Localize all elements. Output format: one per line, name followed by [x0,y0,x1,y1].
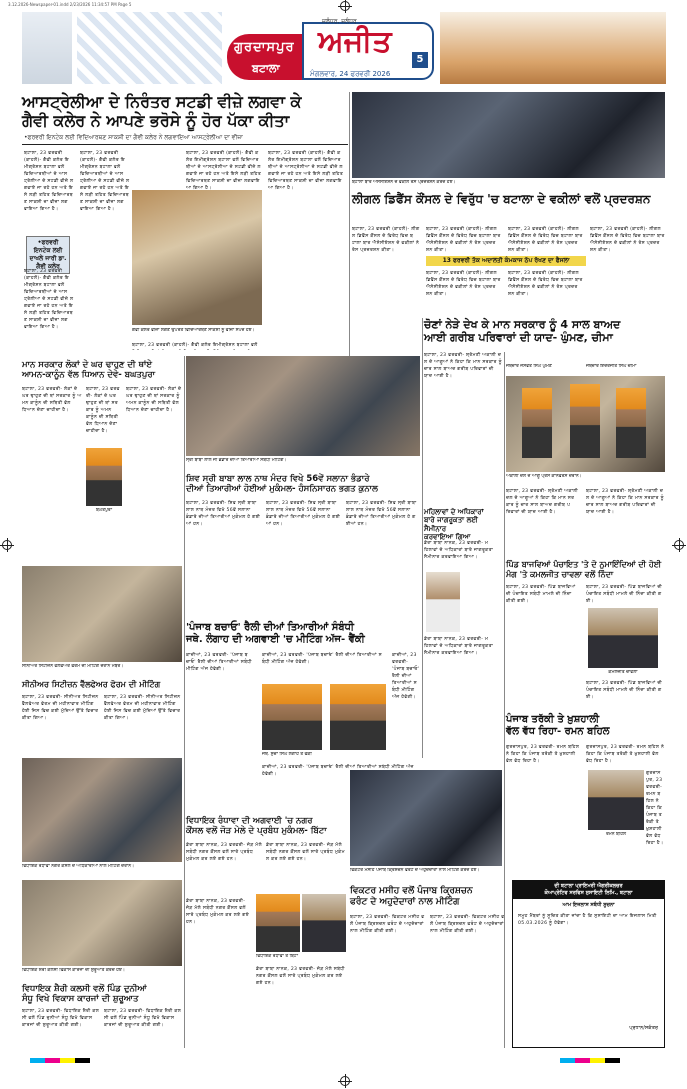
welfare-body-col-1: ਬਟਾਲਾ, 23 ਫਰਵਰੀ- ਸੀਨੀਅਰ ਸਿਟੀਜ਼ਨ ਵੈੱਲਫੇਅਰ ਫੋਰਮ ਦੀ ਮਹੀਨਾਵਾਰ ਮੀਟਿੰਗ ਹੋਈ ਜਿਸ ਵਿਚ ਕਈ ਮੁੱਦਿਆਂ ਉੱਤੇ ਵਿਚਾਰ ਕੀਤਾ ਗਿਆ। [22,695,99,721]
temple-photo [186,356,420,456]
lead-body-col-1b: ਬਟਾਲਾ, 23 ਫਰਵਰੀ (ਕਾਹਲੋਂ)- ਗੈਵੀ ਕਲੇਰ ਇਮੀਗ੍ਰੇਸ਼ਨ ਬਟਾਲਾ ਵਲੋਂ ਵਿਦਿਆਰਥੀਆਂ ਦੇ ਆਸਟ੍ਰੇਲੀਆ ਦੇ ਸਟਡੀ ਵੀਜ਼ੇ ਲਗਵਾਏ ਜਾ ਰਹੇ ਹਨ ਅਤੇ ਇਸੇ ਲੜੀ ਤਹਿਤ ਵਿਦਿਆਰਥਣ ਸਾਕਸ਼ੀ ਦਾ ਵੀਜ਼ਾ ਲਗਵਾਇਆ ਗਿਆ ਹੈ। [24,269,74,330]
pind-headline-line-2: ਮੰਗ 'ਤੇ ਕਮਲਜੀਤ ਚਾਵਲਾ ਵਲੋਂ ਨਿੰਦਾ [506,569,614,579]
progress-headline-line-1: ਪੰਜਾਬ ਤਰੱਕੀ ਤੇ ਖ਼ੁਸ਼ਹਾਲੀ [506,714,600,725]
registration-mark-bottom [340,1076,350,1086]
divider [22,144,348,145]
mann-headline-line-1: ਮਾਨ ਸਰਕਾਰ ਲੋਕਾਂ ਦੇ ਘਰ ਢਾਹੁਣ ਦੀ ਥਾਂਏ [22,360,153,370]
masthead [22,12,666,84]
elections-body-col-1: ਬਟਾਲਾ, 23 ਫਰਵਰੀ- ਸ਼੍ਰੋਮਣੀ ਅਕਾਲੀ ਦਲ ਦੇ ਆਗੂਆਂ ਨੇ ਕਿਹਾ ਕਿ ਮਾਨ ਸਰਕਾਰ ਨੂੰ ਚਾਰ ਸਾਲ ਬਾਅਦ ਗਰੀਬ ਪਰਿਵਾਰਾਂ ਦੀ ਯਾਦ ਆਈ ਹੈ। [424,353,502,379]
welfare-headline: ਸੀਨੀਅਰ ਸਿਟੀਜ਼ਨ ਵੈੱਲਫੇਅਰ ਫੋਰਮ ਦੀ ਮੀਟਿੰਗ [22,680,161,689]
council-portrait-caption: ਵਿਧਾਇਕ ਰੰਧਾਵਾ ਤੇ ਬਿੱਟਾ [256,954,298,959]
progress-portrait-caption: ਰਮਨ ਬਹਿਲ [605,832,627,837]
column-rule [504,352,505,1048]
women-body-col-1: ਡੇਰਾ ਬਾਬਾ ਨਾਨਕ, 23 ਫਰਵਰੀ- ਮਹਿਲਾਵਾਂ ਦੇ ਅਧਿਕਾਰਾਂ ਬਾਰੇ ਜਾਗਰੂਕਤਾ ਸੈਮੀਨਾਰ ਕਰਵਾਇਆ ਗਿਆ। [424,541,494,560]
progress-headline-line-2: ਵੱਲ ਵੱਧ ਰਿਹਾ- ਰਮਨ ਬਹਿਲ [506,726,610,737]
pind-portrait-caption: ਕਮਲਜੀਤ ਚਾਵਲਾ [608,670,638,675]
pind-body-col-2: ਬਟਾਲਾ, 23 ਫਰਵਰੀ- ਪਿੰਡ ਬਾਜਵਿਆਂ ਦੀ ਪੰਚਾਇਤ ਸਬੰਧੀ ਮਾਮਲੇ ਦੀ ਨਿੰਦਾ ਕੀਤੀ ਗਈ। [586,585,663,604]
council-photo [22,758,182,862]
lead-body-col-1: ਬਟਾਲਾ, 23 ਫਰਵਰੀ (ਕਾਹਲੋਂ)- ਗੈਵੀ ਕਲੇਰ ਇਮੀਗ੍ਰੇਸ਼ਨ ਬਟਾਲਾ ਵਲੋਂ ਵਿਦਿਆਰਥੀਆਂ ਦੇ ਆਸਟ੍ਰੇਲੀਆ ਦੇ ਸਟਡੀ ਵੀਜ਼ੇ ਲਗਵਾਏ ਜਾ ਰਹੇ ਹਨ ਅਤੇ ਇਸੇ ਲੜੀ ਤਹਿਤ ਵਿਦਿਆਰਥਣ ਸਾਕਸ਼ੀ ਦਾ ਵੀਜ਼ਾ ਲਗਵਾਇਆ ਗਿਆ ਹੈ। [24,151,74,212]
color-bar-left [30,1058,90,1063]
temple-photo-caption: ਸ੍ਰੀ ਬਾਬਾ ਲਾਲ ਜੀ ਭੰਡਾਰੇ ਦੀਆਂ ਤਿਆਰੀਆਂ ਸਬੰਧੀ ਮੀਟਿੰਗ। [186,458,287,463]
elections-headline-line-2: ਆਈ ਗਰੀਬ ਪਰਿਵਾਰਾਂ ਦੀ ਯਾਦ- ਘੁੰਮਣ, ਚੀਮਾ [424,331,613,345]
pind-headline-line-1: ਪਿੰਡ ਬਾਜਵਿਆਂ ਪੰਚਾਇਤ 'ਤੇ ਦੋ ਨੁਮਾਇੰਦਿਆਂ ਦੀ ਹੋਈ [506,560,662,569]
masthead-city-2: ਬਟਾਲਾ [252,62,280,75]
punjab-bachao-body-col-4: ਕਾਦੀਆਂ, 23 ਫਰਵਰੀ- 'ਪੰਜਾਬ ਬਚਾਓ' ਰੈਲੀ ਦੀਆਂ ਤਿਆਰੀਆਂ ਸਬੰਧੀ ਮੀਟਿੰਗ ਅੱਜ ਹੋਵੇਗੀ। [392,653,420,700]
progress-portrait [588,770,644,830]
column-rule [349,92,350,356]
masthead-pattern [77,12,222,84]
registration-mark-top [340,1,350,11]
christian-headline [350,886,508,908]
council-body-col-1: ਡੇਰਾ ਬਾਬਾ ਨਾਨਕ, 23 ਫਰਵਰੀ- ਜੋੜ ਮੇਲੇ ਸਬੰਧੀ ਨਗਰ ਕੌਂਸਲ ਵਲੋਂ ਸਾਰੇ ਪ੍ਰਬੰਧ ਮੁਕੰਮਲ ਕਰ ਲਏ ਗਏ ਹਨ। [186,843,262,862]
shery-body-col-2: ਬਟਾਲਾ, 23 ਫਰਵਰੀ- ਵਿਧਾਇਕ ਸ਼ੈਰੀ ਕਲਸੀ ਵਲੋਂ ਪਿੰਡ ਦੁਨੀਆਂ ਸੰਧੂ ਵਿਖੇ ਵਿਕਾਸ ਕਾਰਜਾਂ ਦੀ ਸ਼ੁਰੂਆਤ ਕੀਤੀ ਗਈ। [104,1009,182,1028]
christian-headline-line-1: ਵਿਕਟਰ ਮਸੀਹ ਵਲੋਂ ਪੰਜਾਬ ਕ੍ਰਿਸ਼ਚਨ [350,886,473,896]
elections-headline [424,318,665,344]
shery-body-col-1: ਬਟਾਲਾ, 23 ਫਰਵਰੀ- ਵਿਧਾਇਕ ਸ਼ੈਰੀ ਕਲਸੀ ਵਲੋਂ ਪਿੰਡ ਦੁਨੀਆਂ ਸੰਧੂ ਵਿਖੇ ਵਿਕਾਸ ਕਾਰਜਾਂ ਦੀ ਸ਼ੁਰੂਆਤ ਕੀਤੀ ਗਈ। [22,1009,100,1028]
notice-title-line-2: ਕੋਆਪ੍ਰੇਟਿਵ ਸਰਵਿਸ ਸੁਸਾਇਟੀ ਲਿਮਿ., ਬਟਾਲਾ [544,890,633,896]
mann-headline-line-2: ਆਮਨ-ਕਾਨੂੰਨ ਵੱਲ ਧਿਆਨ ਦੇਵੇ- ਬਘਤਪੁਰਾ [22,370,156,381]
notice-title [513,881,664,899]
progress-headline [506,714,665,738]
column-rule [422,318,423,758]
masthead-temple-image [22,12,72,84]
women-portrait [426,572,460,632]
elections-person-1 [522,388,552,458]
temple-headline-line-1: ਸ਼ਿਵ ਸ੍ਰੀ ਬਾਬਾ ਲਾਲ ਨਾਥ ਮੰਦਰ ਵਿਖੇ 56ਵੇਂ ਸਲਾਨਾ ਭੰਡਾਰੇ [186,474,370,484]
temple-headline-line-2: ਦੀਆਂ ਤਿਆਰੀਆਂ ਹੋਈਆਂ ਮੁਕੰਮਲ- ਹੰਸਨਿਸਾਰਨ ਭਗਤ ਕੁਨਾਲ [186,484,378,495]
women-body-col-2: ਡੇਰਾ ਬਾਬਾ ਨਾਨਕ, 23 ਫਰਵਰੀ- ਮਹਿਲਾਵਾਂ ਦੇ ਅਧਿਕਾਰਾਂ ਬਾਰੇ ਜਾਗਰੂਕਤਾ ਸੈਮੀਨਾਰ ਕਰਵਾਇਆ ਗਿਆ। [424,637,494,656]
lead-body-col-2: ਬਟਾਲਾ, 23 ਫਰਵਰੀ (ਕਾਹਲੋਂ)- ਗੈਵੀ ਕਲੇਰ ਇਮੀਗ੍ਰੇਸ਼ਨ ਬਟਾਲਾ ਵਲੋਂ ਵਿਦਿਆਰਥੀਆਂ ਦੇ ਆਸਟ੍ਰੇਲੀਆ ਦੇ ਸਟਡੀ ਵੀਜ਼ੇ ਲਗਵਾਏ ਜਾ ਰਹੇ ਹਨ ਅਤੇ ਇਸੇ ਲੜੀ ਤਹਿਤ ਵਿਦਿਆਰਥਣ ਸਾਕਸ਼ੀ ਦਾ ਵੀਜ਼ਾ ਲਗਵਾਇਆ ਗਿਆ ਹੈ। [80,151,130,212]
color-bar-right [560,1058,620,1063]
notice-body: ਸਮੂਹ ਮੈਂਬਰਾਂ ਨੂੰ ਸੂਚਿਤ ਕੀਤਾ ਜਾਂਦਾ ਹੈ ਕਿ ਸੁਸਾਇਟੀ ਦਾ ਆਮ ਇਜਲਾਸ ਮਿਤੀ 05.03.2026 ਨੂੰ ਹੋਵੇਗਾ। [518,914,657,926]
lawyers-body-col-3: ਬਟਾਲਾ, 23 ਫਰਵਰੀ (ਕਾਹਲੋਂ)- ਲੀਗਲ ਡਿਫੈਂਸ ਕੌਂਸਲ ਦੇ ਵਿਰੋਧ ਵਿਚ ਬਟਾਲਾ ਬਾਰ ਐਸੋਸੀਏਸ਼ਨ ਦੇ ਵਕੀਲਾਂ ਨੇ ਰੋਸ ਪ੍ਰਦਰਸ਼ਨ ਕੀਤਾ। [508,227,583,253]
mann-portrait [86,448,122,506]
lawyers-highlight: 13 ਫਰਵਰੀ ਤੱਕ ਅਦਾਲਤੀ ਕੰਮਕਾਜ ਠੱਪ ਰੱਖਣ ਦਾ ਫੈਸਲਾ [426,256,586,266]
lawyers-body-col-2b: ਬਟਾਲਾ, 23 ਫਰਵਰੀ (ਕਾਹਲੋਂ)- ਲੀਗਲ ਡਿਫੈਂਸ ਕੌਂਸਲ ਦੇ ਵਿਰੋਧ ਵਿਚ ਬਟਾਲਾ ਬਾਰ ਐਸੋਸੀਏਸ਼ਨ ਦੇ ਵਕੀਲਾਂ ਨੇ ਰੋਸ ਪ੍ਰਦਰਸ਼ਨ ਕੀਤਾ। [426,271,501,297]
pind-body-col-1: ਬਟਾਲਾ, 23 ਫਰਵਰੀ- ਪਿੰਡ ਬਾਜਵਿਆਂ ਦੀ ਪੰਚਾਇਤ ਸਬੰਧੀ ਮਾਮਲੇ ਦੀ ਨਿੰਦਾ ਕੀਤੀ ਗਈ। [506,585,576,604]
women-headline-line-2: ਬਾਰੇ ਜਾਗਰੂਕਤਾ ਲਈ ਸੈਮੀਨਾਰ [424,516,478,533]
pind-body-col-3: ਬਟਾਲਾ, 23 ਫਰਵਰੀ- ਪਿੰਡ ਬਾਜਵਿਆਂ ਦੀ ਪੰਚਾਇਤ ਸਬੰਧੀ ਮਾਮਲੇ ਦੀ ਨਿੰਦਾ ਕੀਤੀ ਗਈ। [586,681,663,700]
temple-body-col-3: ਬਟਾਲਾ, 23 ਫਰਵਰੀ- ਸ਼ਿਵ ਸ੍ਰੀ ਬਾਬਾ ਲਾਲ ਨਾਥ ਮੰਦਰ ਵਿਖੇ 56ਵੇਂ ਸਲਾਨਾ ਭੰਡਾਰੇ ਦੀਆਂ ਤਿਆਰੀਆਂ ਮੁਕੰਮਲ ਹੋ ਗਈਆਂ ਹਨ। [346,501,417,527]
elections-body-col-3: ਬਟਾਲਾ, 23 ਫਰਵਰੀ- ਸ਼੍ਰੋਮਣੀ ਅਕਾਲੀ ਦਲ ਦੇ ਆਗੂਆਂ ਨੇ ਕਿਹਾ ਕਿ ਮਾਨ ਸਰਕਾਰ ਨੂੰ ਚਾਰ ਸਾਲ ਬਾਅਦ ਗਰੀਬ ਪਰਿਵਾਰਾਂ ਦੀ ਯਾਦ ਆਈ ਹੈ। [586,489,664,515]
lead-headline-line-1: ਆਸਟ੍ਰੇਲੀਆ ਦੇ ਨਿਰੰਤਰ ਸਟਡੀ ਵੀਜ਼ੇ ਲਗਵਾ ਕੇ [22,92,302,111]
christian-headline-line-2: ਫਰੰਟ ਦੇ ਅਹੁਦੇਦਾਰਾਂ ਨਾਲ ਮੀਟਿੰਗ [350,896,460,907]
elections-person-2 [570,384,600,458]
column-rule [184,356,185,1048]
newspaper-logo: ਅਜੀਤ [318,24,392,59]
council-headline-line-1: ਵਿਧਾਇਕ ਰੰਧਾਵਾ ਦੀ ਅਗਵਾਈ 'ਚ ਨਗਰ [186,816,313,826]
christian-body-col-1: ਬਟਾਲਾ, 23 ਫਰਵਰੀ- ਵਿਕਟਰ ਮਸੀਹ ਵਲੋਂ ਪੰਜਾਬ ਕ੍ਰਿਸ਼ਚਨ ਫਰੰਟ ਦੇ ਅਹੁਦੇਦਾਰਾਂ ਨਾਲ ਮੀਟਿੰਗ ਕੀਤੀ ਗਈ। [350,915,425,934]
notice-title-line-1: ਦੀ ਬਟਾਲਾ ਪ੍ਰਾਇਮਰੀ ਐਗਰੀਕਲਚਰ [554,883,623,889]
christian-photo-caption: ਵਿਕਟਰ ਮਸੀਹ ਪੰਜਾਬ ਕ੍ਰਿਸ਼ਚਨ ਫਰੰਟ ਦੇ ਅਹੁਦੇਦਾਰਾਂ ਨਾਲ ਮੀਟਿੰਗ ਕਰਦੇ ਹੋਏ। [350,868,480,873]
elections-caption-2: ਜਥੇਦਾਰ ਇੰਦਰਜੀਤ ਸਿੰਘ ਚੀਮਾ [586,364,637,369]
lead-body-col-3: ਬਟਾਲਾ, 23 ਫਰਵਰੀ (ਕਾਹਲੋਂ)- ਗੈਵੀ ਕਲੇਰ ਇਮੀਗ੍ਰੇਸ਼ਨ ਬਟਾਲਾ ਵਲੋਂ ਵਿਦਿਆਰਥੀਆਂ ਦੇ ਆਸਟ੍ਰੇਲੀਆ ਦੇ ਸਟਡੀ ਵੀਜ਼ੇ ਲਗਵਾਏ ਜਾ ਰਹੇ ਹਨ ਅਤੇ ਇਸੇ ਲੜੀ ਤਹਿਤ ਵਿਦਿਆਰਥਣ ਸਾਕਸ਼ੀ ਦਾ ਵੀਜ਼ਾ ਲਗਵਾਇਆ ਗਿਆ ਹੈ। [186,151,262,190]
elections-person-3 [616,388,646,458]
mann-body-col-3: ਬਟਾਲਾ, 23 ਫਰਵਰੀ- ਲੋਕਾਂ ਦੇ ਘਰ ਢਾਹੁਣ ਦੀ ਥਾਂ ਸਰਕਾਰ ਨੂੰ ਅਮਨ ਕਾਨੂੰਨ ਦੀ ਸਥਿਤੀ ਵੱਲ ਧਿਆਨ ਦੇਣਾ ਚਾਹੀਦਾ ਹੈ। [126,387,182,413]
punjab-bachao-body-col-1: ਕਾਦੀਆਂ, 23 ਫਰਵਰੀ- 'ਪੰਜਾਬ ਬਚਾਓ' ਰੈਲੀ ਦੀਆਂ ਤਿਆਰੀਆਂ ਸਬੰਧੀ ਮੀਟਿੰਗ ਅੱਜ ਹੋਵੇਗੀ। [186,653,252,672]
women-headline-line-1: ਮਹਿਲਾਵਾਂ ਦੇ ਅਧਿਕਾਰਾਂ [424,508,484,516]
mann-headline [22,360,182,380]
council-headline-line-2: ਕੌਂਸਲ ਵਲੋਂ ਜੋੜ ਮੇਲੇ ਦੇ ਪ੍ਰਬੰਧ ਮੁਕੰਮਲ- ਬਿੱਟਾ [186,826,327,837]
welfare-photo-caption: ਸੀਨੀਅਰ ਸਿਟੀਜ਼ਨ ਵੈੱਲਫੇਅਰ ਫੋਰਮ ਦੀ ਮੀਟਿੰਗ ਦੌਰਾਨ ਮੈਂਬਰ। [22,664,124,669]
punjab-bachao-headline-line-1: 'ਪੰਜਾਬ ਬਚਾਓ' ਰੈਲੀ ਦੀਆਂ ਤਿਆਰੀਆਂ ਸੰਬੰਧੀ [186,622,354,633]
punjab-bachao-headline-line-2: ਜਥੇ. ਲੰਗਾਹ ਦੀ ਅਗਵਾਈ 'ਚ ਮੀਟਿੰਗ ਅੱਜ- ਵੈਂਕੀ [186,634,365,645]
shery-photo-caption: ਵਿਧਾਇਕ ਸ਼ੈਰੀ ਕਲਸੀ ਵਿਕਾਸ ਕਾਰਜਾਂ ਦੀ ਸ਼ੁਰੂਆਤ ਕਰਦੇ ਹੋਏ। [22,968,125,973]
issue-date: ਮੰਗਲਵਾਰ, 24 ਫਰਵਰੀ 2026 [310,70,391,78]
punjab-bachao-portrait-caption: ਜਥੇ. ਸੁੱਚਾ ਸਿੰਘ ਲੰਗਾਹ ਤੇ ਵੈਂਕੀ [262,752,312,757]
mann-body-col-2: ਬਟਾਲਾ, 23 ਫਰਵਰੀ- ਲੋਕਾਂ ਦੇ ਘਰ ਢਾਹੁਣ ਦੀ ਥਾਂ ਸਰਕਾਰ ਨੂੰ ਅਮਨ ਕਾਨੂੰਨ ਦੀ ਸਥਿਤੀ ਵੱਲ ਧਿਆਨ ਦੇਣਾ ਚਾਹੀਦਾ ਹੈ। [86,387,120,434]
council-photo-caption: ਵਿਧਾਇਕ ਰੰਧਾਵਾ ਨਗਰ ਕੌਂਸਲ ਦੇ ਅਧਿਕਾਰੀਆਂ ਨਾਲ ਮੀਟਿੰਗ ਦੌਰਾਨ। [22,864,135,869]
page-number: 5 [412,52,428,68]
pind-portrait [588,608,658,668]
mann-portrait-caption: ਬਘਤਪੁਰਾ [95,508,112,513]
elections-headline-line-1: ਚੋਣਾਂ ਨੇੜੇ ਦੇਖ ਕੇ ਮਾਨ ਸਰਕਾਰ ਨੂੰ 4 ਸਾਲ ਬਾਅਦ [424,318,621,331]
temple-headline [186,474,420,494]
masthead-edition: ਜਲੰਧਰ, ਜਲੰਧਰ [322,18,357,25]
punjab-bachao-body-col-2: ਕਾਦੀਆਂ, 23 ਫਰਵਰੀ- 'ਪੰਜਾਬ ਬਚਾਓ' ਰੈਲੀ ਦੀਆਂ ਤਿਆਰੀਆਂ ਸਬੰਧੀ ਮੀਟਿੰਗ ਅੱਜ ਹੋਵੇਗੀ। [262,653,383,665]
christian-body-col-2: ਬਟਾਲਾ, 23 ਫਰਵਰੀ- ਵਿਕਟਰ ਮਸੀਹ ਵਲੋਂ ਪੰਜਾਬ ਕ੍ਰਿਸ਼ਚਨ ਫਰੰਟ ਦੇ ਅਹੁਦੇਦਾਰਾਂ ਨਾਲ ਮੀਟਿੰਗ ਕੀਤੀ ਗਈ। [430,915,505,934]
lawyers-body-col-4: ਬਟਾਲਾ, 23 ਫਰਵਰੀ (ਕਾਹਲੋਂ)- ਲੀਗਲ ਡਿਫੈਂਸ ਕੌਂਸਲ ਦੇ ਵਿਰੋਧ ਵਿਚ ਬਟਾਲਾ ਬਾਰ ਐਸੋਸੀਏਸ਼ਨ ਦੇ ਵਕੀਲਾਂ ਨੇ ਰੋਸ ਪ੍ਰਦਰਸ਼ਨ ਕੀਤਾ। [590,227,665,253]
lead-photo [132,190,262,325]
progress-body-col-3: ਗੁਰਦਾਸਪੁਰ, 23 ਫਰਵਰੀ- ਰਮਨ ਬਹਿਲ ਨੇ ਕਿਹਾ ਕਿ ਪੰਜਾਬ ਤਰੱਕੀ ਤੇ ਖ਼ੁਸ਼ਹਾਲੀ ਵੱਲ ਵੱਧ ਰਿਹਾ ਹੈ। [646,771,664,846]
registration-mark-left [2,540,12,550]
welfare-body-col-2: ਬਟਾਲਾ, 23 ਫਰਵਰੀ- ਸੀਨੀਅਰ ਸਿਟੀਜ਼ਨ ਵੈੱਲਫੇਅਰ ਫੋਰਮ ਦੀ ਮਹੀਨਾਵਾਰ ਮੀਟਿੰਗ ਹੋਈ ਜਿਸ ਵਿਚ ਕਈ ਮੁੱਦਿਆਂ ਉੱਤੇ ਵਿਚਾਰ ਕੀਤਾ ਗਿਆ। [104,695,181,721]
registration-mark-right [674,540,684,550]
welfare-photo [22,566,182,662]
shery-headline [22,984,182,1004]
shery-photo [22,880,182,966]
elections-caption-1: ਜਥੇਦਾਰ ਜਸਵੰਤ ਸਿੰਘ ਘੁੰਮਣ [506,364,552,369]
masthead-city-1: ਗੁਰਦਾਸਪੁਰ [234,40,295,55]
lead-body-col-5: ਬਟਾਲਾ, 23 ਫਰਵਰੀ (ਕਾਹਲੋਂ)- ਗੈਵੀ ਕਲੇਰ ਇਮੀਗ੍ਰੇਸ਼ਨ ਬਟਾਲਾ ਵਲੋਂ [132,343,258,348]
mann-body-col-1: ਬਟਾਲਾ, 23 ਫਰਵਰੀ- ਲੋਕਾਂ ਦੇ ਘਰ ਢਾਹੁਣ ਦੀ ਥਾਂ ਸਰਕਾਰ ਨੂੰ ਅਮਨ ਕਾਨੂੰਨ ਦੀ ਸਥਿਤੀ ਵੱਲ ਧਿਆਨ ਦੇਣਾ ਚਾਹੀਦਾ ਹੈ। [22,387,82,413]
lead-badge: •ਫਰਵਰੀ ਇਨਟੇਕ ਲਈ ਦਾਖਲੇ ਜਾਰੀ ਡਾ. ਗੈਵੀ ਕਲੇਰ [26,236,70,274]
lawyers-photo-caption: ਬਟਾਲਾ ਬਾਰ ਐਸੋਸੀਏਸ਼ਨ ਦੇ ਵਕੀਲ ਰੋਸ ਪ੍ਰਦਰਸ਼ਨ ਕਰਦੇ ਹੋਏ। [352,180,456,185]
elections-body-col-2: ਬਟਾਲਾ, 23 ਫਰਵਰੀ- ਸ਼੍ਰੋਮਣੀ ਅਕਾਲੀ ਦਲ ਦੇ ਆਗੂਆਂ ਨੇ ਕਿਹਾ ਕਿ ਮਾਨ ਸਰਕਾਰ ਨੂੰ ਚਾਰ ਸਾਲ ਬਾਅਦ ਗਰੀਬ ਪਰਿਵਾਰਾਂ ਦੀ ਯਾਦ ਆਈ ਹੈ। [506,489,579,515]
progress-body-col-2: ਗੁਰਦਾਸਪੁਰ, 23 ਫਰਵਰੀ- ਰਮਨ ਬਹਿਲ ਨੇ ਕਿਹਾ ਕਿ ਪੰਜਾਬ ਤਰੱਕੀ ਤੇ ਖ਼ੁਸ਼ਹਾਲੀ ਵੱਲ ਵੱਧ ਰਿਹਾ ਹੈ। [586,745,665,764]
council-portrait-2 [302,894,346,952]
lawyers-headline: ਲੀਗਲ ਡਿਫੈਂਸ ਕੌਂਸਲ ਦੇ ਵਿਰੁੱਧ 'ਚ ਬਟਾਲਾ ਦੇ ਵਕੀਲਾਂ ਵਲੋਂ ਪ੍ਰਦਰਸ਼ਨ [352,192,651,206]
masthead-building-image [440,12,666,84]
lawyers-body-col-2: ਬਟਾਲਾ, 23 ਫਰਵਰੀ (ਕਾਹਲੋਂ)- ਲੀਗਲ ਡਿਫੈਂਸ ਕੌਂਸਲ ਦੇ ਵਿਰੋਧ ਵਿਚ ਬਟਾਲਾ ਬਾਰ ਐਸੋਸੀਏਸ਼ਨ ਦੇ ਵਕੀਲਾਂ ਨੇ ਰੋਸ ਪ੍ਰਦਰਸ਼ਨ ਕੀਤਾ। [426,227,501,253]
lead-photo-caption: ਗੈਵੀ ਕਲੇਰ ਵੀਜ਼ਾ ਲੱਗਣ ਉਪਰੰਤ ਵਿਦਿਆਰਥਣ ਸਾਕਸ਼ੀ ਨੂੰ ਵੀਜ਼ਾ ਸੌਂਪਦੇ ਹੋਏ। [132,328,255,333]
council-body-col-2: ਡੇਰਾ ਬਾਬਾ ਨਾਨਕ, 23 ਫਰਵਰੀ- ਜੋੜ ਮੇਲੇ ਸਬੰਧੀ ਨਗਰ ਕੌਂਸਲ ਵਲੋਂ ਸਾਰੇ ਪ੍ਰਬੰਧ ਮੁਕੰਮਲ ਕਰ ਲਏ ਗਏ ਹਨ। [186,899,250,925]
women-headline [424,508,502,542]
temple-body-col-1: ਬਟਾਲਾ, 23 ਫਰਵਰੀ- ਸ਼ਿਵ ਸ੍ਰੀ ਬਾਬਾ ਲਾਲ ਨਾਥ ਮੰਦਰ ਵਿਖੇ 56ਵੇਂ ਸਲਾਨਾ ਭੰਡਾਰੇ ਦੀਆਂ ਤਿਆਰੀਆਂ ਮੁਕੰਮਲ ਹੋ ਗਈਆਂ ਹਨ। [186,501,261,527]
lawyers-body-col-1: ਬਟਾਲਾ, 23 ਫਰਵਰੀ (ਕਾਹਲੋਂ)- ਲੀਗਲ ਡਿਫੈਂਸ ਕੌਂਸਲ ਦੇ ਵਿਰੋਧ ਵਿਚ ਬਟਾਲਾ ਬਾਰ ਐਸੋਸੀਏਸ਼ਨ ਦੇ ਵਕੀਲਾਂ ਨੇ ਰੋਸ ਪ੍ਰਦਰਸ਼ਨ ਕੀਤਾ। [352,227,420,253]
lawyers-photo [352,92,665,178]
punjab-bachao-headline [186,622,420,646]
women-headline-line-3: ਕਰਵਾਇਆ ਗਿਆ [424,533,471,542]
punjab-bachao-portrait-2 [330,684,386,750]
shery-headline-line-1: ਵਿਧਾਇਕ ਸ਼ੈਰੀ ਕਲਸੀ ਵਲੋਂ ਪਿੰਡ ਦੁਨੀਆਂ [22,984,147,994]
council-headline [186,816,346,836]
lead-headline [22,92,348,130]
notice-subtitle: ਆਮ ਇਜਲਾਸ ਸਬੰਧੀ ਸੂਚਨਾ [562,902,615,908]
shery-headline-line-2: ਸੰਧੂ ਵਿਖੇ ਵਿਕਾਸ ਕਾਰਜਾਂ ਦੀ ਸ਼ੁਰੂਆਤ [22,994,139,1005]
temple-body-col-2: ਬਟਾਲਾ, 23 ਫਰਵਰੀ- ਸ਼ਿਵ ਸ੍ਰੀ ਬਾਬਾ ਲਾਲ ਨਾਥ ਮੰਦਰ ਵਿਖੇ 56ਵੇਂ ਸਲਾਨਾ ਭੰਡਾਰੇ ਦੀਆਂ ਤਿਆਰੀਆਂ ਮੁਕੰਮਲ ਹੋ ਗਈਆਂ ਹਨ। [266,501,341,527]
punjab-bachao-portrait-1 [262,684,322,750]
lead-subhead: •ਫਰਵਰੀ ਇਨਟੇਕ ਲਈ ਵਿਦਿਆਰਥਣ ਸਾਕਸ਼ੀ ਦਾ ਗੈਵੀ ਕਲੇਰ ਨੇ ਲਗਵਾਇਆ ਆਸਟ੍ਰੇਲੀਆ ਦਾ ਵੀਜ਼ਾ [24,134,243,141]
progress-body-col-1: ਗੁਰਦਾਸਪੁਰ, 23 ਫਰਵਰੀ- ਰਮਨ ਬਹਿਲ ਨੇ ਕਿਹਾ ਕਿ ਪੰਜਾਬ ਤਰੱਕੀ ਤੇ ਖ਼ੁਸ਼ਹਾਲੀ ਵੱਲ ਵੱਧ ਰਿਹਾ ਹੈ। [506,745,580,764]
council-body-col-3: ਡੇਰਾ ਬਾਬਾ ਨਾਨਕ, 23 ਫਰਵਰੀ- ਜੋੜ ਮੇਲੇ ਸਬੰਧੀ ਨਗਰ ਕੌਂਸਲ ਵਲੋਂ ਸਾਰੇ ਪ੍ਰਬੰਧ ਮੁਕੰਮਲ ਕਰ ਲਏ ਗਏ ਹਨ। [266,843,345,862]
lawyers-body-col-3b: ਬਟਾਲਾ, 23 ਫਰਵਰੀ (ਕਾਹਲੋਂ)- ਲੀਗਲ ਡਿਫੈਂਸ ਕੌਂਸਲ ਦੇ ਵਿਰੋਧ ਵਿਚ ਬਟਾਲਾ ਬਾਰ ਐਸੋਸੀਏਸ਼ਨ ਦੇ ਵਕੀਲਾਂ ਨੇ ਰੋਸ ਪ੍ਰਦਰਸ਼ਨ ਕੀਤਾ। [508,271,583,297]
christian-photo [350,770,502,866]
council-body-col-4: ਡੇਰਾ ਬਾਬਾ ਨਾਨਕ, 23 ਫਰਵਰੀ- ਜੋੜ ਮੇਲੇ ਸਬੰਧੀ ਨਗਰ ਕੌਂਸਲ ਵਲੋਂ ਸਾਰੇ ਪ੍ਰਬੰਧ ਮੁਕੰਮਲ ਕਰ ਲਏ ਗਏ ਹਨ। [256,967,345,986]
pind-headline [506,560,665,579]
punjab-bachao-body-col-3: ਕਾਦੀਆਂ, 23 ਫਰਵਰੀ- 'ਪੰਜਾਬ ਬਚਾਓ' ਰੈਲੀ ਦੀਆਂ ਤਿਆਰੀਆਂ ਸਬੰਧੀ ਮੀਟਿੰਗ ਅੱਜ ਹੋਵੇਗੀ। [262,765,414,777]
lead-headline-line-2: ਗੈਵੀ ਕਲੇਰ ਨੇ ਆਪਣੇ ਭਰੋਸੇ ਨੂੰ ਹੋਰ ਪੱਕਾ ਕੀਤਾ [22,111,290,131]
notice-signature: ਪ੍ਰਧਾਨ/ਸਕੱਤਰ [629,1025,658,1031]
elections-photo-caption: ਅਕਾਲੀ ਦਲ ਦੇ ਆਗੂ ਪ੍ਰੈਸ ਕਾਨਫਰੰਸ ਦੌਰਾਨ। [506,474,582,479]
public-notice [512,880,665,1048]
council-portrait-1 [256,894,300,952]
lead-body-col-4: ਬਟਾਲਾ, 23 ਫਰਵਰੀ (ਕਾਹਲੋਂ)- ਗੈਵੀ ਕਲੇਰ ਇਮੀਗ੍ਰੇਸ਼ਨ ਬਟਾਲਾ ਵਲੋਂ ਵਿਦਿਆਰਥੀਆਂ ਦੇ ਆਸਟ੍ਰੇਲੀਆ ਦੇ ਸਟਡੀ ਵੀਜ਼ੇ ਲਗਵਾਏ ਜਾ ਰਹੇ ਹਨ ਅਤੇ ਇਸੇ ਲੜੀ ਤਹਿਤ ਵਿਦਿਆਰਥਣ ਸਾਕਸ਼ੀ ਦਾ ਵੀਜ਼ਾ ਲਗਵਾਇਆ ਗਿਆ ਹੈ। [268,151,344,191]
print-slug: 3.12.2026-Newspaper-01.indd 2/23/2026 11:34:57 PM Page 5 [8,2,132,7]
